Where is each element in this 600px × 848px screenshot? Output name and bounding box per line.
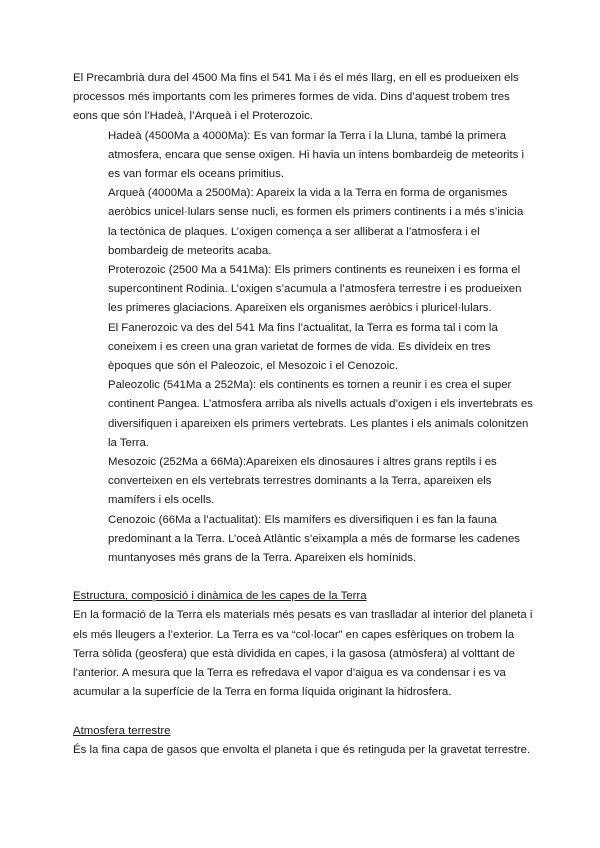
spacer: [73, 568, 533, 587]
era-mesozoic: Mesozoic (252Ma a 66Ma):Apareixen els dinosaures i altres grans reptils i es converteixen en els vertebrats terrestres dominants a la Terra, apareixen els mamífers i els ocells.: [108, 456, 497, 507]
era-arquea: Arqueà (4000Ma a 2500Ma): Apareix la vida a la Terra en forma de organismes aeròbics unicel·lulars sense nucli, es formen els primers continents i a més s’inicia la tectònica de plaques. L’oxigen comença a ser alliberat a l’atmosfera i el bombardeig de meteorits acaba.: [108, 187, 524, 257]
intro-paragraph: El Precambrià dura del 4500 Ma fins el 541 Ma i és el més llarg, en ell es produeixen els processos més importants com les primeres formes de vida. Dins d’aquest trobem tres eons que són l’Hadeà, l’Arqueà i el Proterozoic.: [73, 72, 519, 123]
section-body-structure: En la formació de la Terra els materials més pesats es van traslladar al interior del planeta i els més lleugers a l’exterior. La Terra es va “col·locar” en capes esfèriques on trobem la Terra sòlida (geosfera) que està dividida en capes, i la gasosa (atmòsfera) al volttant de l’anterior. A mesura que la Terra es refredava el vapor d’aigua es va condensar i es va acumular a la superfície de la Terra en forma líquida originant la hidrosfera.: [73, 609, 533, 699]
section-heading-atmosphere: Atmosfera terrestre: [73, 724, 171, 737]
era-proterozoic: Proterozoic (2500 Ma a 541Ma): Els primers continents es reuneixen i es forma el supercontinent Rodinia. L’oxigen s’acumula a l’atmosfera terrestre i es produeixen les primeres glaciacions. Apareixen els organismes aeròbics i pluricel·lulars.: [108, 264, 522, 315]
section-heading-structure: Estructura, composició i dinàmica de les capes de la Terra: [73, 590, 367, 603]
era-hadea: Hadeà (4500Ma a 4000Ma): Es van formar la Terra i la Lluna, també la primera atmosfera, encara que sense oxigen. Hi havia un intens bombardeig de meteorits i es van formar els oceans primitius.: [108, 129, 524, 181]
era-cenozoic: Cenozoic (66Ma a l’actualitat): Els mamífers es diversifiquen i es fan la fauna predominant a la Terra. L’oceà Atlàntic s’eixampla a més de formarse les cadenes muntanyoses més grans de la Terra. Apareixen els homínids.: [108, 513, 520, 565]
document-body: [73, 69, 533, 760]
era-paleozoic: Paleozolic (541Ma a 252Ma): els continents es tornen a reunir i es crea el super continent Pangea. L’atmosfera arriba als nivells actuals d’oxigen i els invertebrats es diversifiquen i apareixen els primers vertebrats. Les plantes i els animals colonitzen la Terra.: [108, 379, 533, 449]
era-fanerozoic: El Fanerozoic va des del 541 Ma fins l’actualitat, la Terra es forma tal i com la coneixem i es creen una gran varietat de formes de vida. Es divideix en tres èpoques que són el Paleozoic, el Mesozoic i el Cenozoic.: [108, 321, 498, 373]
spacer: [73, 703, 533, 722]
section-body-atmosphere: És la fina capa de gasos que envolta el planeta i que és retinguda per la gravetat terrestre.: [73, 743, 531, 756]
